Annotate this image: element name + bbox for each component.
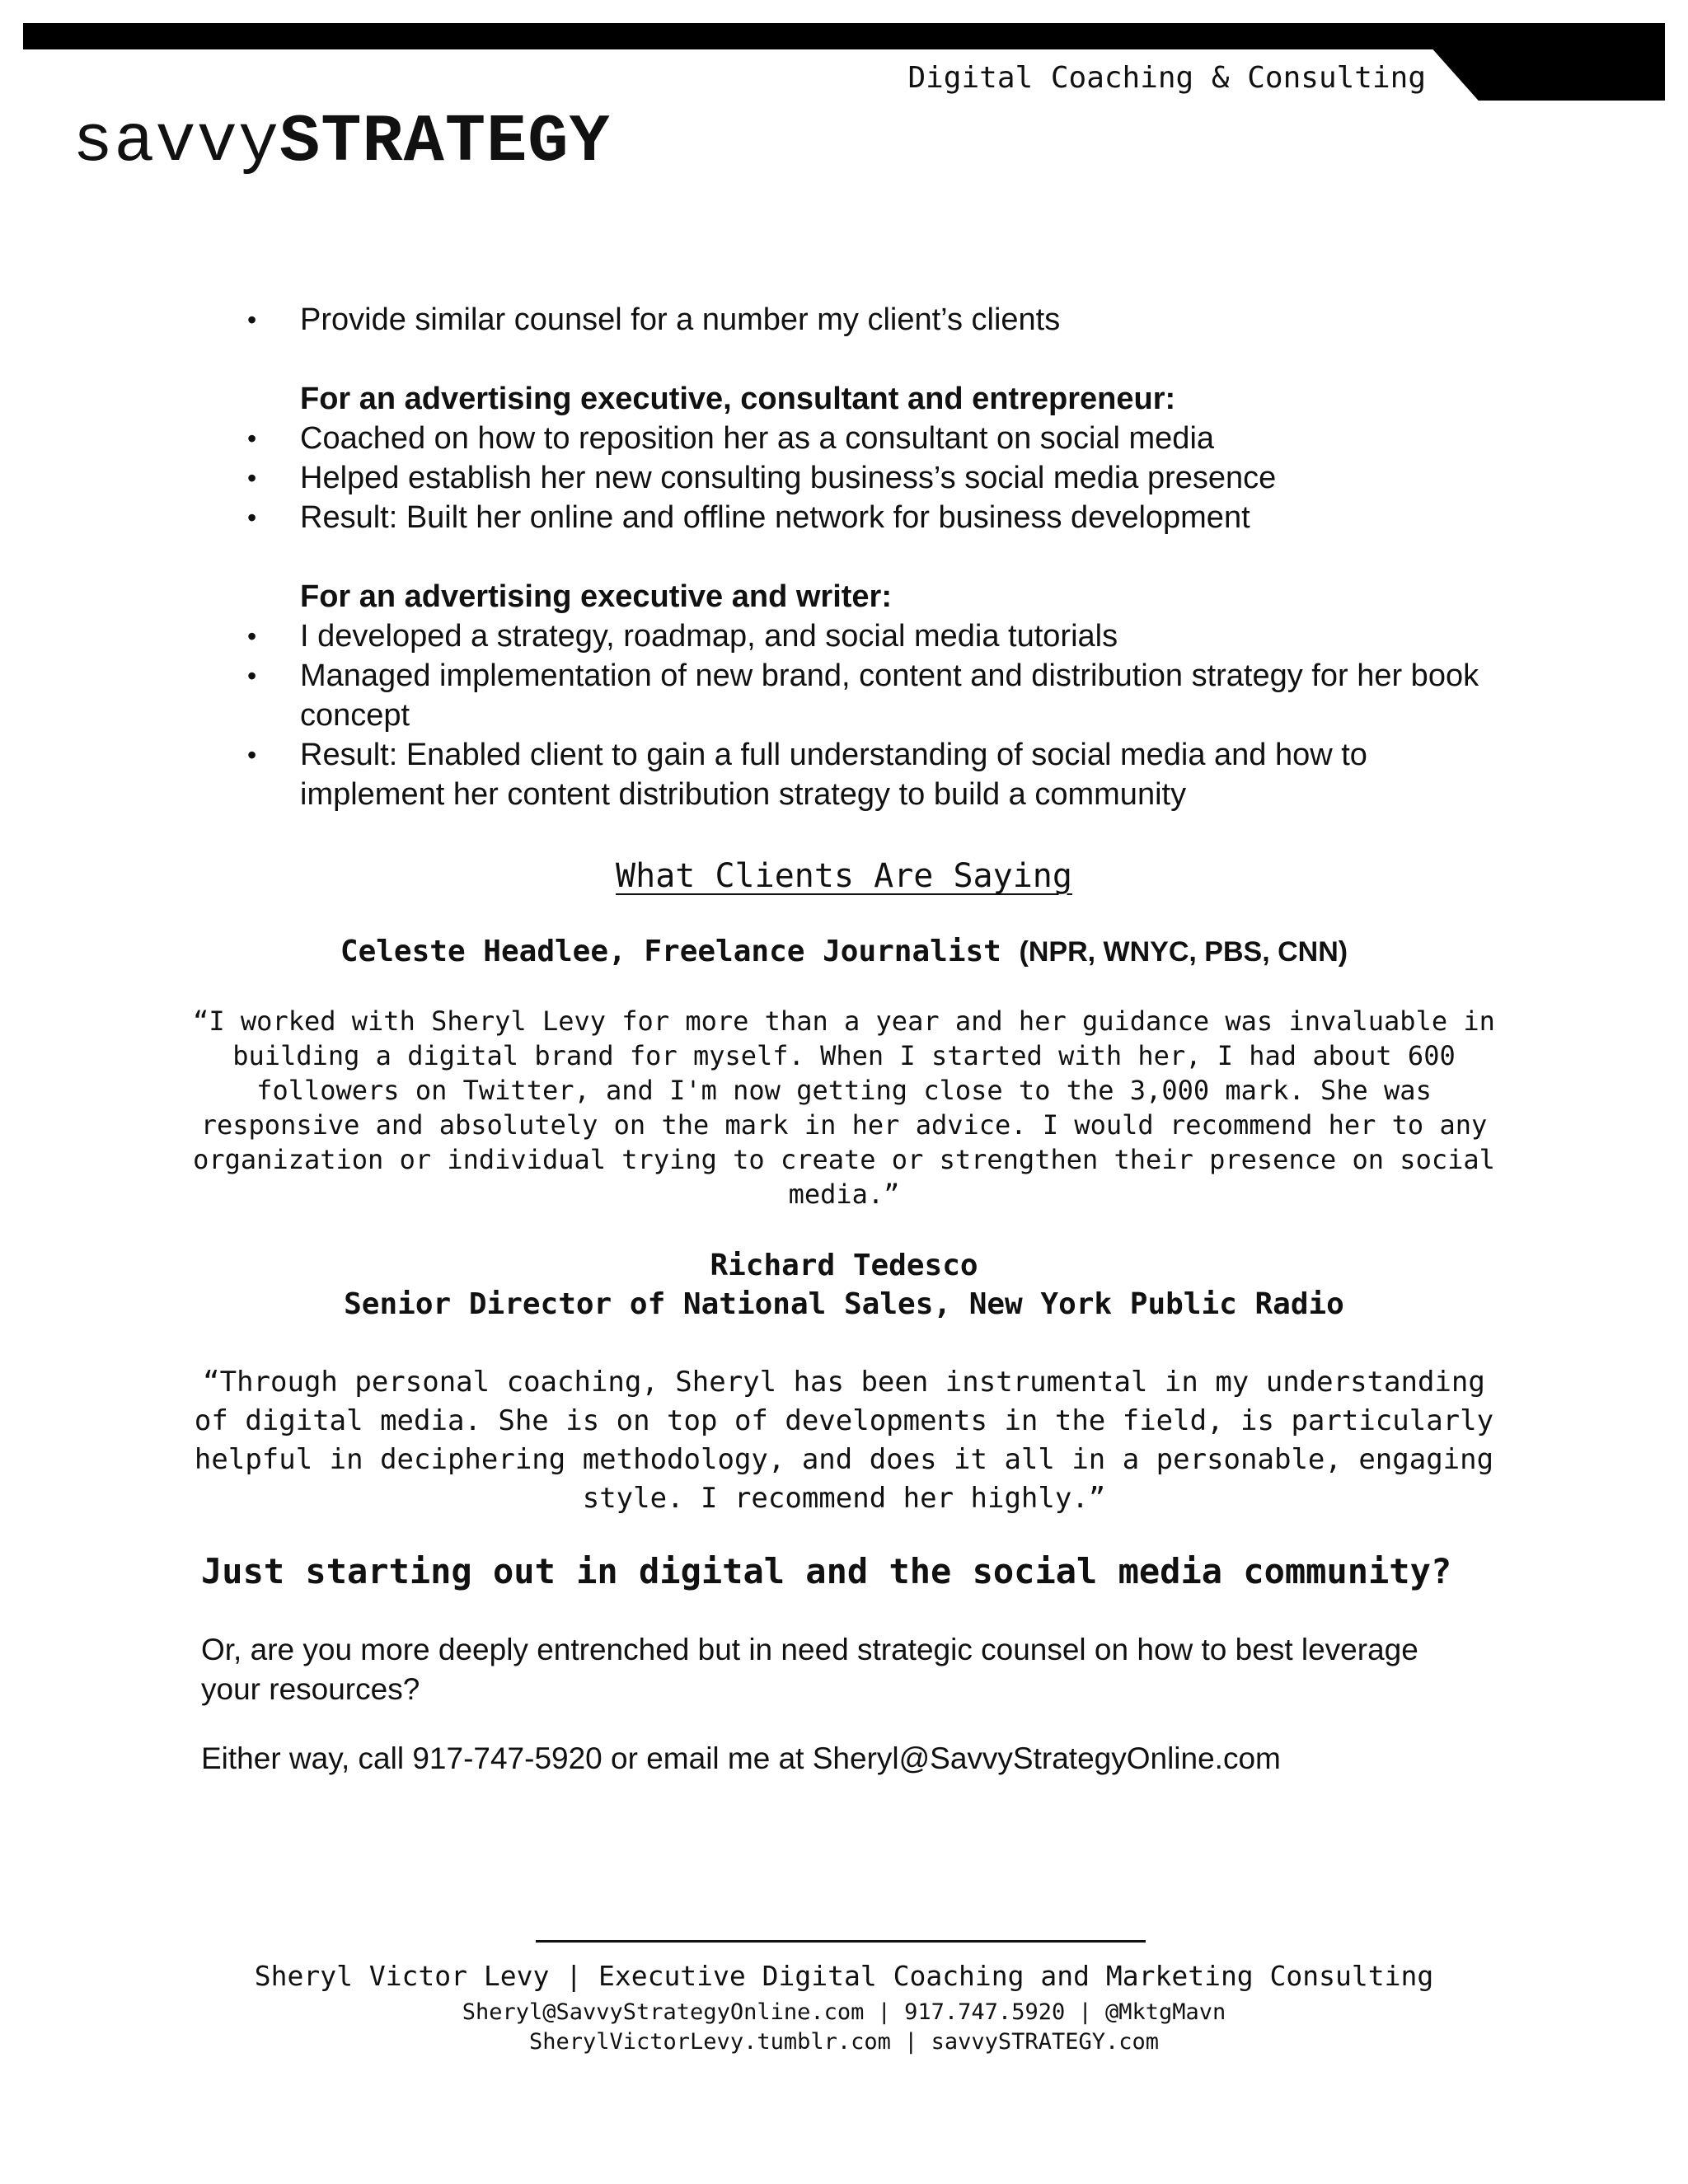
list-item: • Result: Enabled client to gain a full understanding of social media and how to implement her content distribution strategy to build a community: [247, 735, 1500, 814]
author-name-title: Celeste Headlee, Freelance Journalist: [340, 935, 1001, 968]
list-item: • Result: Built her online and offline network for business development: [247, 498, 1500, 537]
list-item: • Provide similar counsel for a number my client’s clients: [247, 300, 1500, 340]
author-outlets: (NPR, WNYC, PBS, CNN): [1019, 936, 1348, 968]
testimonial-author: [165, 1246, 1523, 1324]
author-title: Senior Director of National Sales, New York Public Radio: [344, 1287, 1344, 1321]
header-bar-tab: [1409, 23, 1665, 101]
footer-name-line: Sheryl Victor Levy | Executive Digital Coaching and Marketing Consulting: [254, 1960, 1434, 1992]
list-item: • Coached on how to reposition her as a consultant on social media: [247, 419, 1500, 458]
header-tagline: Digital Coaching & Consulting: [907, 61, 1426, 95]
list-item: • I developed a strategy, roadmap, and social media tutorials: [247, 616, 1500, 656]
logo-upper: STRATEGY: [279, 104, 611, 180]
group-heading: For an advertising executive and writer:: [300, 579, 892, 614]
list-item: • Managed implementation of new brand, content and distribution strategy for her book concept: [247, 656, 1500, 735]
logo-lower: savvy: [73, 104, 280, 180]
footer-divider: [536, 1940, 1146, 1943]
experience-section: [247, 300, 1500, 814]
bullet-list: [247, 419, 1500, 537]
cta-paragraph: Or, are you more deeply entrenched but in need strategic counsel on how to best leverage your resources?: [201, 1633, 1418, 1706]
list-item: • Helped establish her new consulting business’s social media presence: [247, 458, 1500, 498]
testimonial-author: [165, 935, 1523, 968]
author-name: Richard Tedesco: [710, 1249, 978, 1282]
group-heading: For an advertising executive, consultant and entrepreneur:: [300, 382, 1176, 416]
bullet-list: [247, 616, 1500, 814]
intro-bullet-list: [247, 300, 1500, 340]
cta-contact: Either way, call 917-747-5920 or email me at Sheryl@SavvyStrategyOnline.com: [201, 1741, 1281, 1775]
logo: [73, 104, 611, 180]
testimonials-title: What Clients Are Saying: [616, 857, 1072, 895]
testimonial-quote: “I worked with Sheryl Levy for more than a year and her guidance was invaluable in building a digital brand for myself. When I started with her, I had about 600 followers on Twitter, and I'm now getting close to the 3,000 mark. She was responsive and absolutely on the mark in her advice. I would recommend her to any organization or individual trying to create or strengthen their presence on social media.”: [193, 1005, 1495, 1210]
cta-heading: Just starting out in digital and the social media community?: [201, 1551, 1452, 1591]
footer-contact-line: Sheryl@SavvyStrategyOnline.com | 917.747.5920 | @MktgMavn: [462, 1999, 1226, 2025]
testimonial-quote: “Through personal coaching, Sheryl has been instrumental in my understanding of digital media. She is on top of developments in the field, is particularly helpful in deciphering methodology, and does it all in a personable, engaging style. I recommend her highly.”: [194, 1366, 1494, 1515]
footer-web-line: SherylVictorLevy.tumblr.com | savvySTRATEGY.com: [528, 2029, 1159, 2055]
